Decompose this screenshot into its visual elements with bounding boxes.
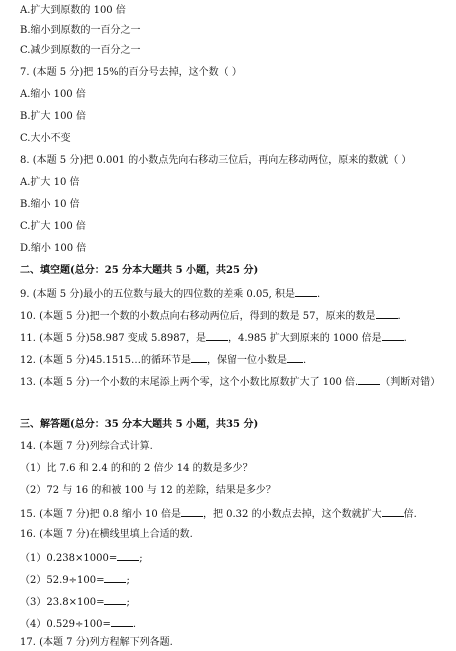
section-heading-text: 三、解答题(总分：35 分本大题共 5 小题，共35 分) [20,419,259,430]
answer-blank[interactable] [382,330,404,341]
option-text: A.缩小 100 倍 [20,89,86,100]
question-14 [20,440,452,454]
question-text: 12. (本题 5 分)45.1515…的循环节是 [20,355,191,366]
option-a [20,176,452,190]
sub-question [20,484,452,498]
answer-blank[interactable] [191,352,207,363]
question-text: . [302,355,307,366]
question-text: 10. (本题 5 分)把一个数的小数点向右移动两位后，得到的数是 57，原来的数是 [20,311,376,322]
question-text: （2）52.9÷100= [20,575,105,586]
question-text: 17. (本题 7 分)列方程解下列各题. [20,637,173,648]
question-text: . [403,333,407,344]
question-text: 7. (本题 5 分)把 15%的百分号去掉，这个数（ ） [20,67,242,78]
answer-blank[interactable] [295,286,317,297]
question-15 [20,506,452,522]
option-c [20,220,452,234]
answer-blank[interactable] [206,330,228,341]
sub-question [20,572,452,588]
question-12 [20,352,452,368]
section-heading-text: 二、填空题(总分：25 分本大题共 5 小题，共25 分) [20,265,259,276]
option-a [20,4,452,18]
option-text: B.扩大 100 倍 [20,111,86,122]
sub-question [20,594,452,610]
answer-blank[interactable] [376,308,398,319]
option-text: A.扩大 10 倍 [20,177,80,188]
question-17 [20,636,452,650]
question-text: 16. (本题 7 分)在横线里填上合适的数. [20,529,193,540]
option-text: C.减少到原数的一百分之一 [20,45,141,56]
question-text: ，保留一位小数是 [206,355,287,366]
question-11 [20,330,452,346]
answer-blank[interactable] [181,506,203,517]
answer-blank[interactable] [111,616,133,627]
question-10 [20,308,452,324]
option-b [20,198,452,212]
question-text: ; [139,553,143,564]
question-text: 14. (本题 7 分)列综合式计算. [20,441,153,452]
question-text: 13. (本题 5 分)一个小数的末尾添上两个零，这个小数比原数扩大了 100 倍. [20,377,359,388]
answer-blank[interactable] [104,594,126,605]
question-text: ; [126,597,130,608]
section-heading-solve [20,418,452,432]
option-text: C.扩大 100 倍 [20,221,86,232]
question-text: 11. (本题 5 分)58.987 变成 5.8987，是 [20,333,206,344]
question-text: 15. (本题 7 分)把 0.8 缩小 10 倍是 [20,509,181,520]
option-text: C.大小不变 [20,133,71,144]
sub-question [20,550,452,566]
answer-blank[interactable] [104,572,126,583]
question-text: ，把 0.32 的小数点去掉，这个数就扩大 [202,509,382,520]
question-text: （3）23.8×100= [20,597,105,608]
answer-blank[interactable] [117,550,139,561]
section-heading-fill-blank [20,264,452,278]
question-text: （2）72 与 16 的和被 100 与 12 的差除，结果是多少？ [20,485,276,496]
question-text: （1）比 7.6 和 2.4 的和的 2 倍少 14 的数是多少？ [20,463,253,474]
option-c [20,132,452,146]
question-8 [20,154,452,168]
option-a [20,88,452,102]
option-d [20,242,452,256]
question-text: （4）0.529÷100= [20,619,111,630]
question-text: （判断对错） [380,377,441,388]
option-text: A.扩大到原数的 100 倍 [20,5,126,16]
question-text: ; [126,575,130,586]
option-b [20,24,452,38]
option-text: B.缩小 10 倍 [20,199,80,210]
question-text: . [397,311,401,322]
question-text: 9. (本题 5 分)最小的五位数与最大的四位数的差乘 0.05, 积是 [20,289,296,300]
option-text: D.缩小 100 倍 [20,243,87,254]
sub-question [20,616,452,632]
question-text: （1）0.238×1000= [20,553,118,564]
option-b [20,110,452,124]
option-text: B.缩小到原数的一百分之一 [20,25,141,36]
option-c [20,44,452,58]
question-text: . [317,289,321,300]
question-text: . [132,619,137,630]
answer-blank[interactable] [287,352,303,363]
question-text: 8. (本题 5 分)把 0.001 的小数点先向右移动三位后，再向左移动两位，原来的数就（ ） [20,155,412,166]
question-13 [20,374,452,390]
sub-question [20,462,452,476]
question-text: 倍. [403,509,417,520]
question-9 [20,286,452,302]
answer-blank[interactable] [358,374,380,385]
question-16 [20,528,452,542]
question-text: ，4.985 扩大到原来的 1000 倍是 [227,333,382,344]
question-7 [20,66,452,80]
answer-blank[interactable] [382,506,404,517]
